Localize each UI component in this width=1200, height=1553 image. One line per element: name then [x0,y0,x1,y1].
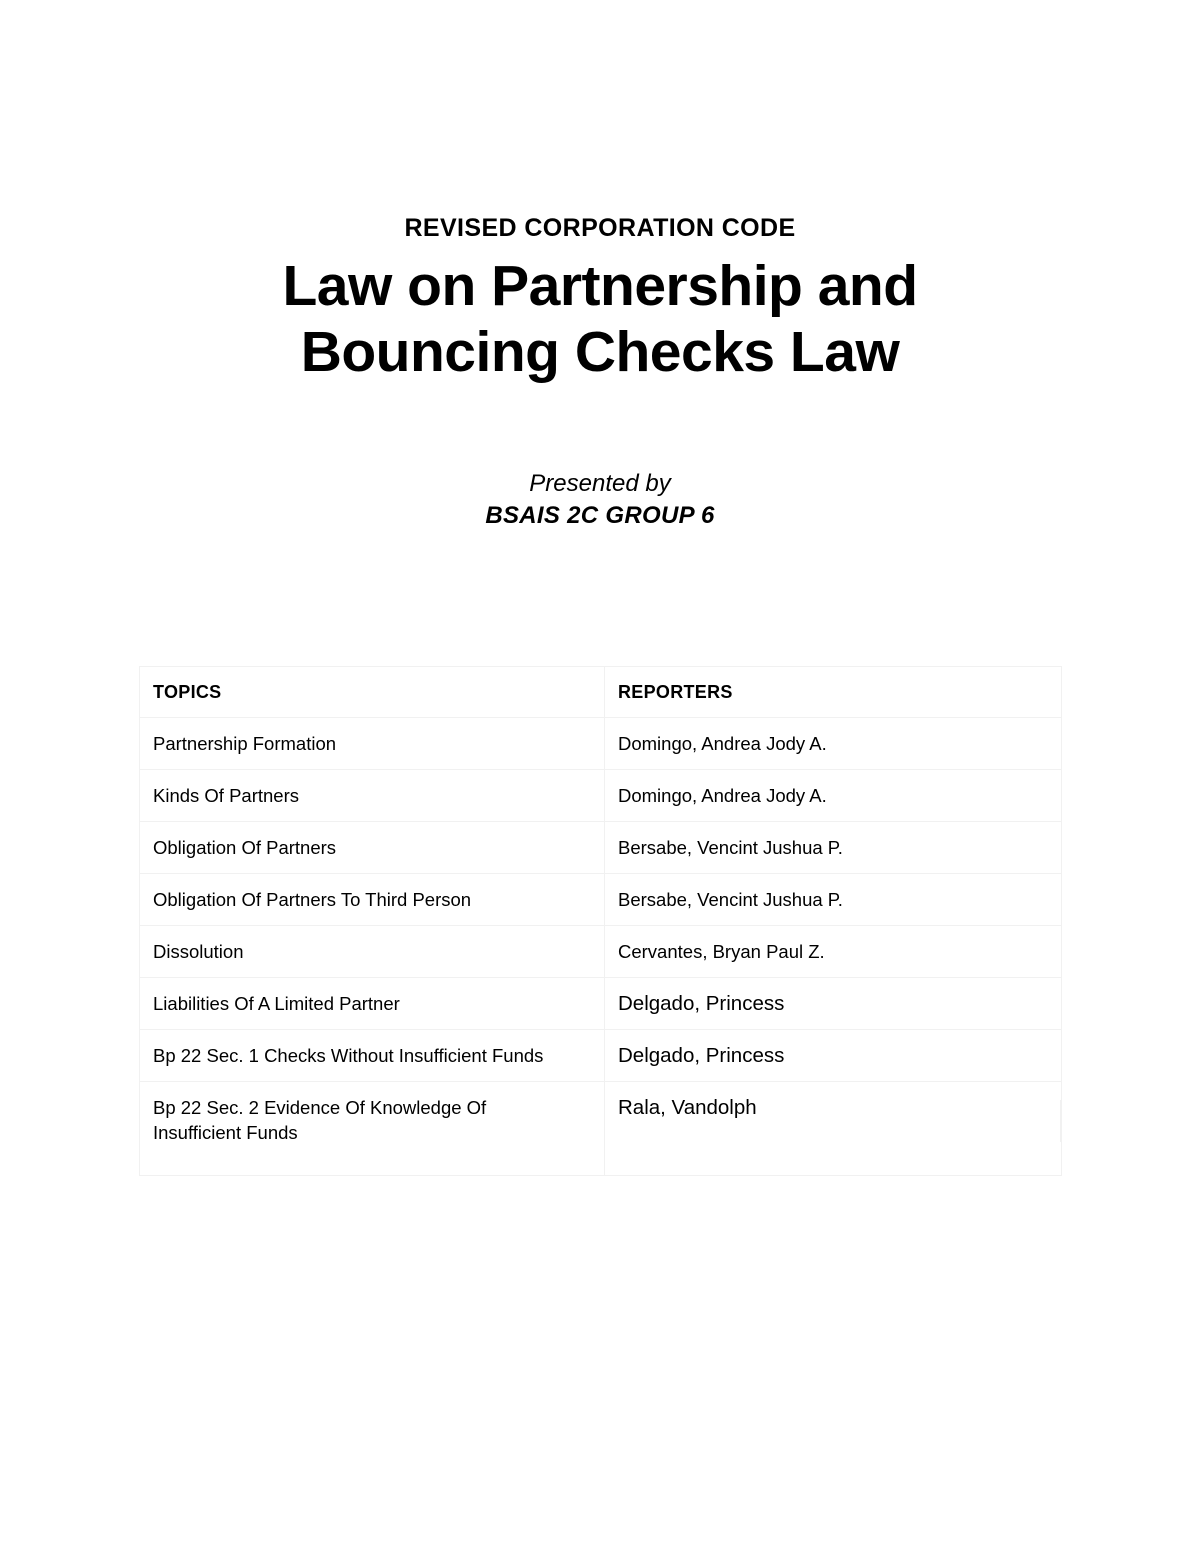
table-row [140,978,1062,1030]
presented-by-label: Presented by [529,470,671,497]
cell-reporter: Domingo, Andrea Jody A. [605,770,1062,822]
column-header-topics: TOPICS [140,667,605,718]
title-block [0,213,1200,385]
page-title: Law on Partnership and Bouncing Checks Law [282,254,918,384]
cell-topic: Partnership Formation [140,718,605,770]
table-header-row [140,667,1062,718]
presented-by-group: BSAIS 2C GROUP 6 [485,502,715,529]
cell-reporter: Bersabe, Vencint Jushua P. [605,822,1062,874]
presented-by-block [0,468,1200,532]
table-trailing-row-fragment [139,1100,1061,1142]
column-header-reporters: REPORTERS [605,667,1062,718]
table-row [140,770,1062,822]
table-row [140,718,1062,770]
table-row [140,822,1062,874]
table-row [140,874,1062,926]
cell-reporter: Cervantes, Bryan Paul Z. [605,926,1062,978]
table-header [140,667,1062,718]
cell-reporter: Bersabe, Vencint Jushua P. [605,874,1062,926]
cell-topic: Obligation Of Partners [140,822,605,874]
document-eyebrow: REVISED CORPORATION CODE [404,214,796,242]
table-row [140,926,1062,978]
cell-topic: Obligation Of Partners To Third Person [140,874,605,926]
table-row [140,1030,1062,1082]
cell-topic: Bp 22 Sec. 1 Checks Without Insufficient Funds [140,1030,605,1082]
cell-topic: Liabilities Of A Limited Partner [140,978,605,1030]
cell-topic: Bp 22 Sec. 2 Evidence Of Knowledge Of Insufficient Funds [140,1082,605,1176]
cell-reporter: Delgado, Princess [605,1030,1062,1082]
cell-topic: Kinds Of Partners [140,770,605,822]
cell-reporter: Delgado, Princess [605,978,1062,1030]
cell-topic: Dissolution [140,926,605,978]
cell-reporter: Domingo, Andrea Jody A. [605,718,1062,770]
cell-reporter: Rala, Vandolph [605,1082,1062,1176]
